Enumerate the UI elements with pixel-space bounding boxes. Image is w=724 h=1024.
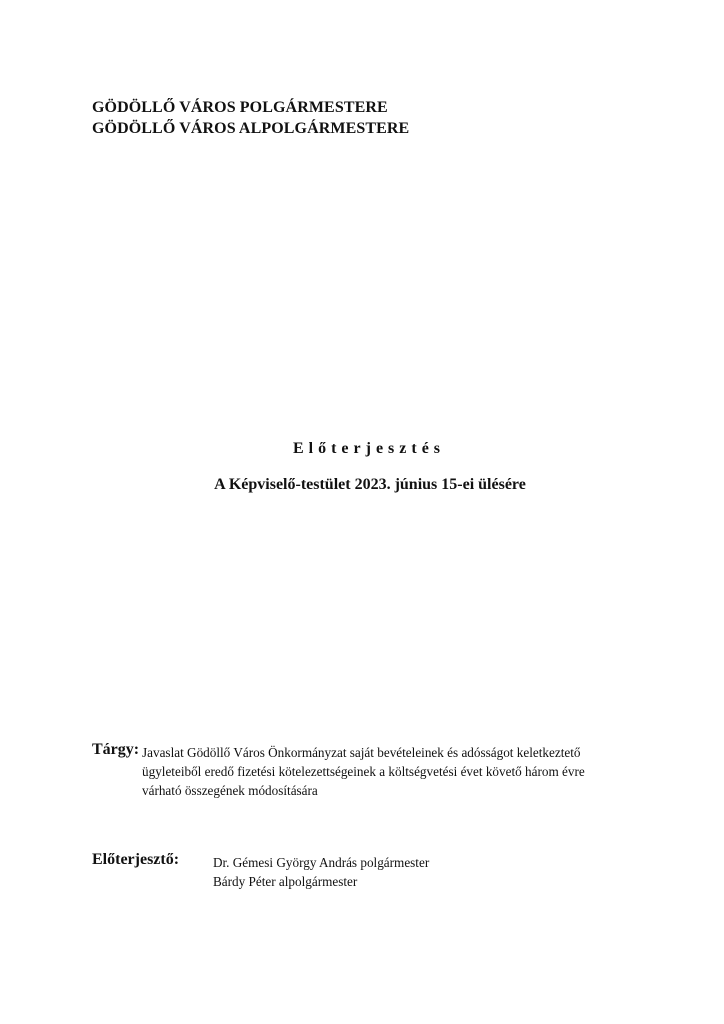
- presenter-name-mayor: Dr. Gémesi György András polgármester: [213, 855, 430, 870]
- document-type-title: Előterjesztés: [292, 440, 446, 457]
- meeting-title: A Képviselő-testület 2023. június 15-ei ülésére: [214, 476, 526, 493]
- presenter-name-deputy: Bárdy Péter alpolgármester: [213, 874, 358, 889]
- subject-line-2: ügyleteiből eredő fizetési kötelezettségeinek a költségvetési évet követő három évre: [142, 764, 585, 779]
- subject-line-3: várható összegének módosítására: [142, 783, 318, 798]
- subject-line-1: Javaslat Gödöllő Város Önkormányzat saját bevételeinek és adósságot keletkeztető: [142, 745, 581, 760]
- subject-text: [142, 743, 652, 800]
- presenter-label: Előterjesztő:: [92, 851, 180, 868]
- issuer-header: [92, 97, 409, 139]
- issuer-mayor: GÖDÖLLŐ VÁROS POLGÁRMESTERE: [92, 99, 388, 116]
- presenter-names: [213, 853, 429, 891]
- issuer-deputy-mayor: GÖDÖLLŐ VÁROS ALPOLGÁRMESTERE: [92, 120, 410, 137]
- subject-label: Tárgy:: [92, 741, 140, 758]
